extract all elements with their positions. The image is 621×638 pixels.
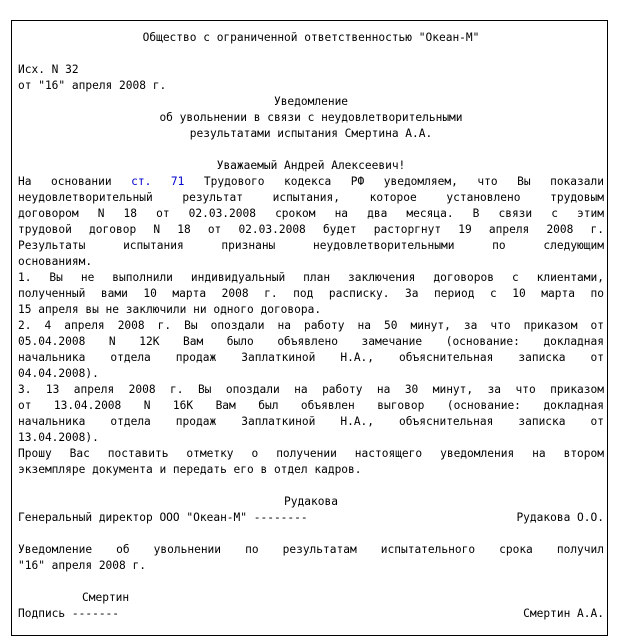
signature-label: Подпись -------	[18, 607, 120, 620]
paragraph-line: трудовой договор N 18 от 02.03.2008 будет расторгнут 19 апреля 2008 г.	[18, 223, 604, 236]
paragraph-line: 05.04.2008 N 12К Вам было объявлено замечание (основание: докладная	[18, 335, 604, 348]
paragraph-line: экземпляре документа и передать его в отдел кадров.	[18, 463, 362, 476]
director-position: Генеральный директор ООО "Океан-М" --------	[18, 511, 308, 524]
paragraph-line: Прошу Вас поставить отметку о получении настоящего уведомления на втором	[18, 447, 604, 460]
outgoing-number: Исх. N 32	[18, 63, 79, 76]
document-title: Уведомление	[273, 95, 349, 108]
receipt-line: Уведомление об увольнении по результатам испытательного срока получил	[18, 543, 604, 556]
paragraph-line: начальника отдела продаж Заплаткиной Н.А., объяснительная записка от	[18, 415, 604, 428]
paragraph-line: Результаты испытания признаны неудовлетворительными по следующим	[18, 239, 604, 252]
employee-signature: Смертин	[82, 591, 130, 604]
paragraph-line: 04.04.2008).	[18, 367, 99, 380]
document-date: от "16" апреля 2008 г.	[18, 79, 167, 92]
paragraph-text: Трудового кодекса РФ уведомляем, что Вы показали	[203, 175, 604, 188]
paragraph-line: неудовлетворительный результат испытания, которое установлено трудовым	[18, 191, 604, 204]
director-signature: Рудакова	[284, 495, 338, 508]
director-name: Рудакова О.О.	[516, 511, 604, 524]
paragraph-line	[18, 174, 604, 190]
paragraph-line: начальника отдела продаж Заплаткиной Н.А., объяснительная записка от	[18, 351, 604, 364]
paragraph-line: полученный вами 10 марта 2008 г. под расписку. За период с 10 марта по	[18, 287, 604, 300]
paragraph-text: На основании	[18, 175, 112, 188]
article-71-link[interactable]: ст. 71	[131, 175, 185, 188]
employee-name: Смертин А.А.	[523, 607, 604, 620]
organization-name: Общество с ограниченной ответственностью "Океан-М"	[142, 31, 480, 44]
salutation: Уважаемый Андрей Алексеевич!	[216, 159, 406, 172]
paragraph-line: договором N 18 от 02.03.2008 сроком на два месяца. В связи с этим	[18, 207, 604, 220]
employee-signature-line	[18, 606, 604, 622]
paragraph-line: 13.04.2008).	[18, 431, 99, 444]
director-signature-line	[18, 510, 604, 526]
document-subtitle-1: об увольнении в связи с неудовлетворительными	[159, 111, 463, 124]
document-subtitle-2: результатами испытания Смертина А.А.	[189, 127, 433, 140]
paragraph-line: 3. 13 апреля 2008 г. Вы опоздали на работу на 30 минут, за что приказом	[18, 383, 604, 396]
paragraph-line: основаниям.	[18, 255, 93, 268]
paragraph-line: 2. 4 апреля 2008 г. Вы опоздали на работу на 50 минут, за что приказом от	[18, 319, 604, 332]
document-body	[18, 30, 604, 622]
paragraph-line: 15 апреля вы не заключили ни одного договора.	[18, 303, 322, 316]
receipt-date: "16" апреля 2008 г.	[18, 559, 146, 572]
paragraph-line: 1. Вы не выполнили индивидуальный план заключения договоров с клиентами,	[18, 271, 604, 284]
paragraph-line: от 13.04.2008 N 16К Вам был объявлен выговор (основание: докладная	[18, 399, 604, 412]
